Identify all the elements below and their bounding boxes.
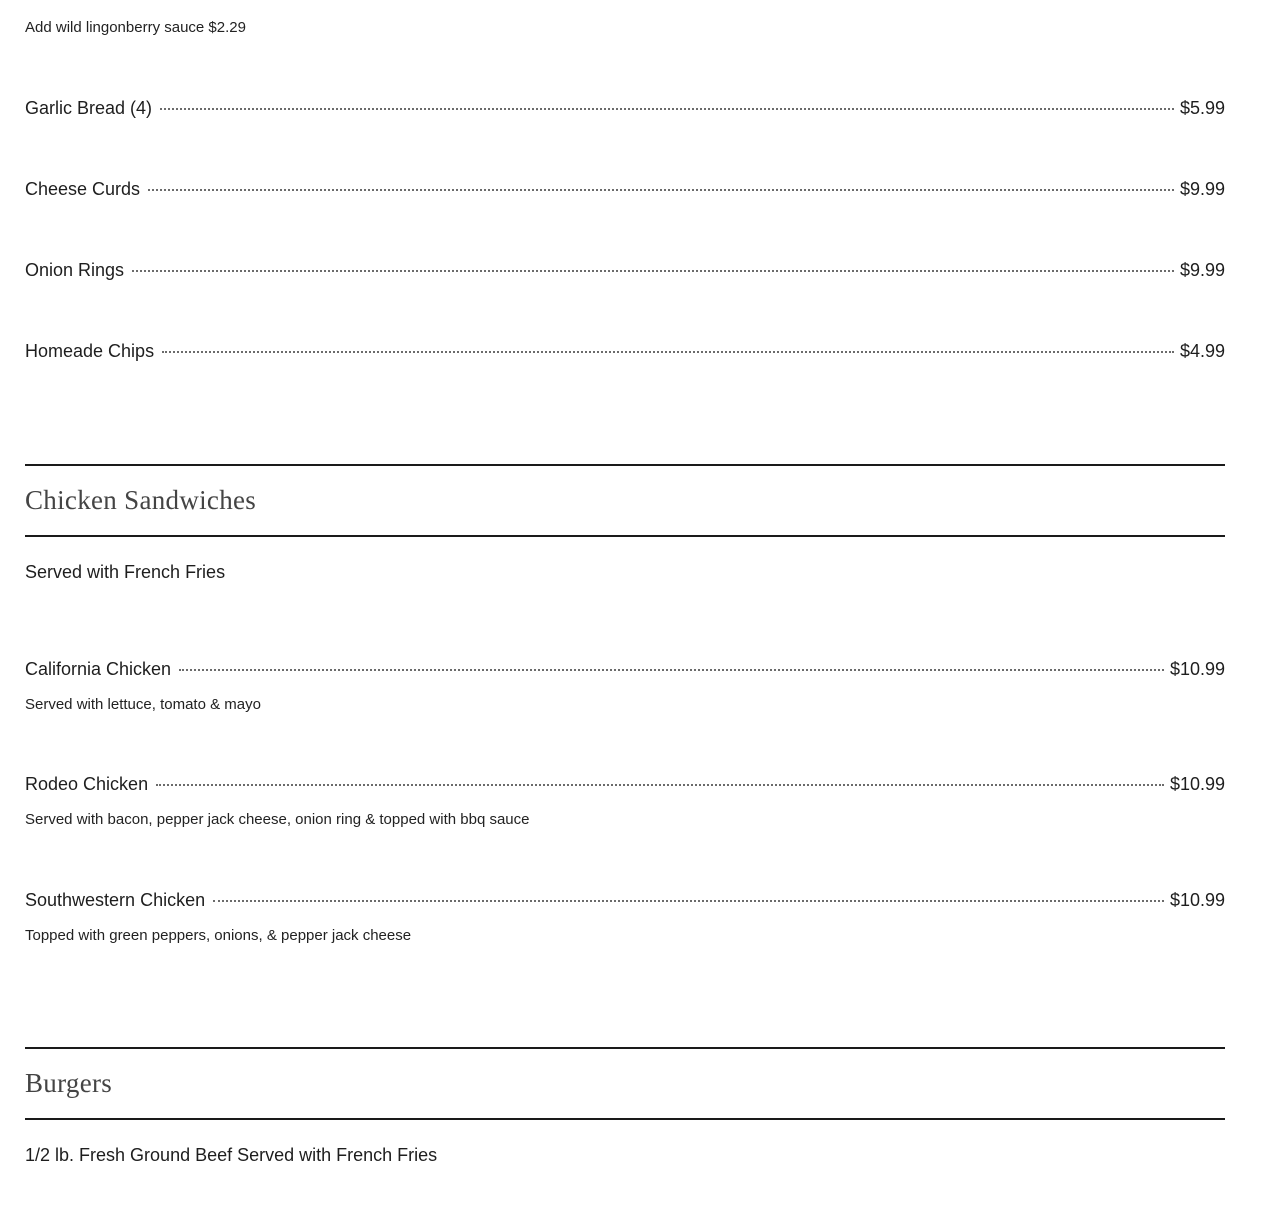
dot-leader (148, 189, 1174, 191)
menu-item-name: Onion Rings (25, 260, 125, 280)
menu-item-price: $10.99 (1169, 890, 1225, 910)
menu-item-homeade-chips (25, 340, 1225, 362)
menu-item-cheese-curds (25, 178, 1225, 200)
menu-item-price: $10.99 (1169, 774, 1225, 794)
section-title-burgers: Burgers (25, 1068, 113, 1098)
menu-item-description: Served with bacon, pepper jack cheese, onion ring & topped with bbq sauce (25, 811, 530, 828)
cut-off-menu-row (25, 0, 1225, 2)
section-note: Served with French Fries (25, 562, 226, 582)
menu-item-garlic-bread (25, 97, 1225, 119)
section-divider-bottom (25, 1118, 1225, 1120)
section-divider-top (25, 1047, 1225, 1049)
menu-item-name: Cheese Curds (25, 179, 141, 199)
dot-leader (162, 351, 1174, 353)
dot-leader (160, 108, 1174, 110)
menu-item-name: Rodeo Chicken (25, 774, 149, 794)
menu-item-price: $10.99 (1169, 659, 1225, 679)
menu-item-description: Served with lettuce, tomato & mayo (25, 696, 261, 713)
item-addon-note: Add wild lingonberry sauce $2.29 (25, 19, 246, 36)
section-divider-bottom (25, 535, 1225, 537)
section-title-chicken-sandwiches: Chicken Sandwiches (25, 485, 257, 515)
dot-leader (132, 270, 1174, 272)
section-divider-top (25, 464, 1225, 466)
section-note: 1/2 lb. Fresh Ground Beef Served with French Fries (25, 1145, 438, 1165)
menu-item-price: $4.99 (1179, 341, 1225, 361)
menu-item-description: Topped with green peppers, onions, & pepper jack cheese (25, 927, 412, 944)
menu-item-name: Southwestern Chicken (25, 890, 206, 910)
menu-item-name: Homeade Chips (25, 341, 155, 361)
menu-item-price: $9.99 (1179, 179, 1225, 199)
menu-item-name: California Chicken (25, 659, 172, 679)
menu-item-onion-rings (25, 259, 1225, 281)
menu-item-rodeo-chicken (25, 773, 1225, 795)
menu-item-name: Garlic Bread (4) (25, 98, 153, 118)
menu-item-southwestern-chicken (25, 889, 1225, 911)
dot-leader (179, 669, 1164, 671)
dot-leader (156, 784, 1164, 786)
dot-leader (213, 900, 1164, 902)
menu-item-price: $9.99 (1179, 260, 1225, 280)
menu-item-california-chicken (25, 658, 1225, 680)
menu-item-price: $5.99 (1179, 98, 1225, 118)
